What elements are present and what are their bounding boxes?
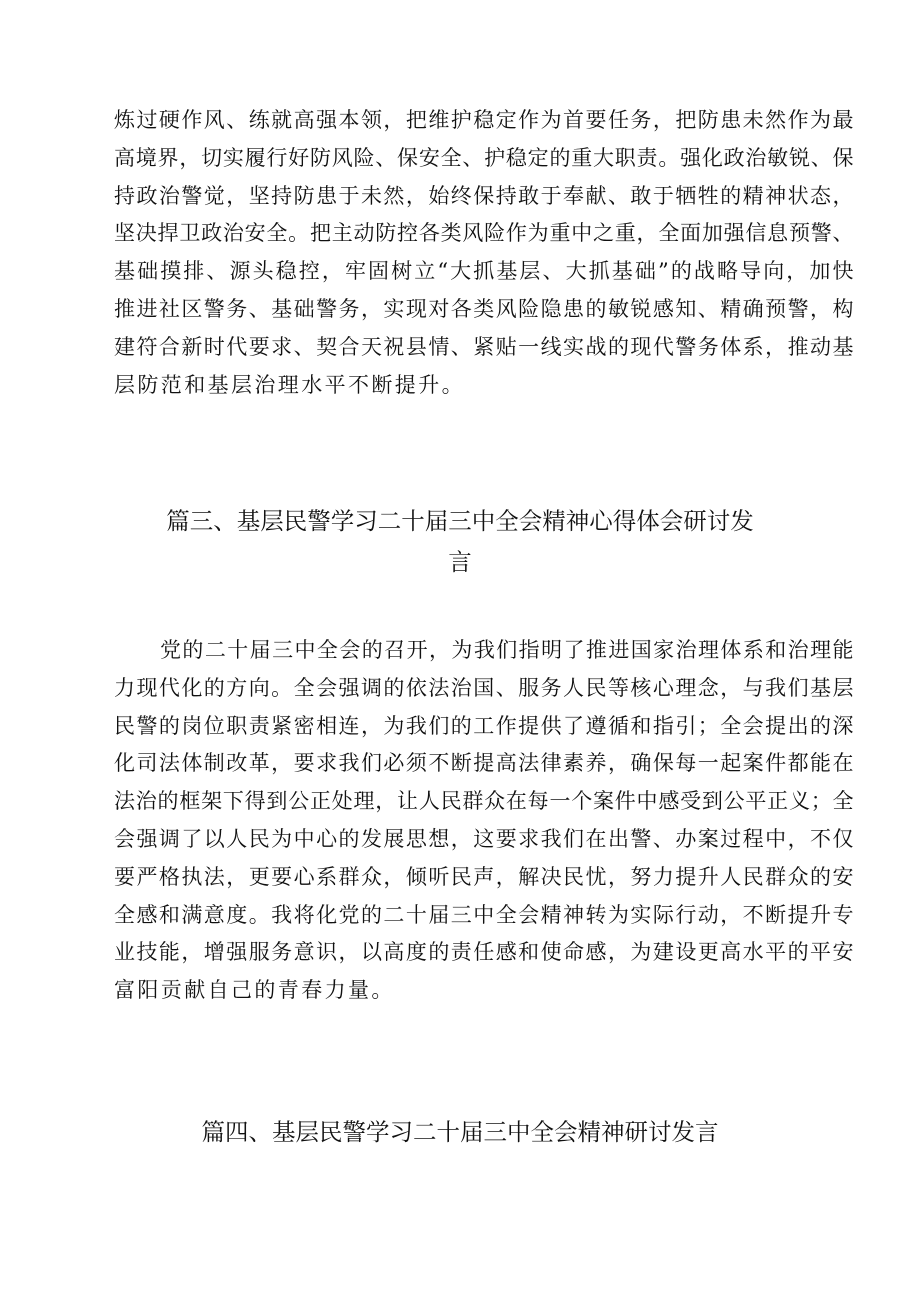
text-line: 会强调了以人民为中心的发展思想，这要求我们在出警、办案过程中，不仅: [114, 826, 854, 851]
text-line: 坚决捍卫政治安全。把主动防控各类风险作为重中之重，全面加强信息预警、: [114, 221, 854, 246]
text-line: 法治的框架下得到公正处理，让人民群众在每一个案件中感受到公平正义；全: [114, 789, 854, 814]
text-line: 炼过硬作风、练就高强本领，把维护稳定作为首要任务，把防患未然作为最: [114, 108, 854, 132]
text-line: 富阳贡献自己的青春力量。: [114, 978, 395, 1003]
text-line: 化司法体制改革，要求我们必须不断提高法律素养，确保每一起案件都能在: [114, 751, 854, 776]
text-line: 要严格执法，更要心系群众，倾听民声，解决民忧，努力提升人民群众的安: [114, 864, 854, 889]
text-line: 民警的岗位职责紧密相连，为我们的工作提供了遵循和指引；全会提出的深: [114, 713, 854, 738]
text-line: 全感和满意度。我将化党的二十届三中全会精神转为实际行动，不断提升专: [114, 902, 854, 927]
text-line: 力现代化的方向。全会强调的依法治国、服务人民等核心理念，与我们基层: [114, 675, 854, 700]
section3-title-line2: 言: [448, 548, 472, 576]
text-line: 层防范和基层治理水平不断提升。: [114, 372, 465, 397]
section3-paragraph: [114, 632, 854, 1010]
text-line: 党的二十届三中全会的召开，为我们指明了推进国家治理体系和治理能: [160, 638, 854, 662]
text-line: 高境界，切实履行好防风险、保安全、护稳定的重大职责。强化政治敏锐、保: [114, 145, 854, 170]
text-line: 建符合新时代要求、契合天祝县情、紧贴一线实战的现代警务体系，推动基: [114, 334, 854, 359]
section3-title-line1: 篇三、基层民警学习二十届三中全会精神心得体会研讨发: [166, 507, 754, 535]
section2-tail-paragraph: [114, 102, 854, 404]
text-line: 持政治警觉，坚持防患于未然，始终保持敢于奉献、敢于牺牲的精神状态，: [114, 183, 854, 208]
section4-title: 篇四、基层民警学习二十届三中全会精神研讨发言: [201, 1118, 719, 1146]
text-line: 推进社区警务、基础警务，实现对各类风险隐患的敏锐感知、精确预警，构: [114, 296, 854, 321]
text-line: 基础摸排、源头稳控，牢固树立“大抓基层、大抓基础”的战略导向，加快: [114, 259, 854, 284]
text-line: 业技能，增强服务意识，以高度的责任感和使命感，为建设更高水平的平安: [114, 940, 854, 965]
